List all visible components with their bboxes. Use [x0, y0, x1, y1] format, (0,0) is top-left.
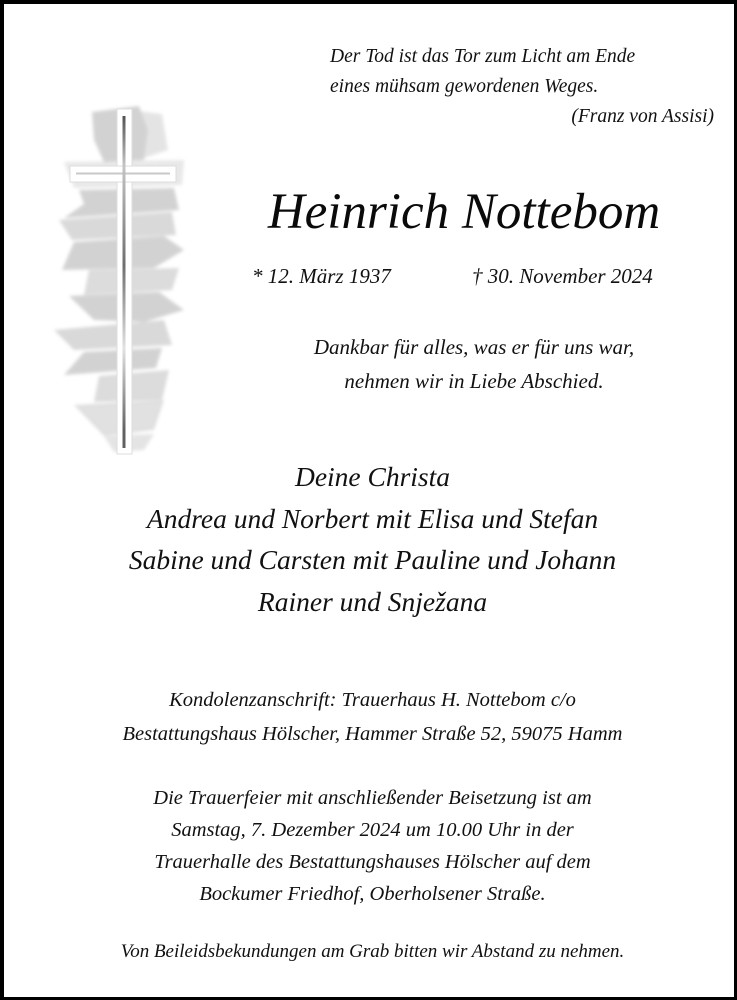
mourner-line: Deine Christa	[294, 461, 451, 492]
mourner-line: Rainer und Snježana	[257, 585, 488, 617]
service-line: Samstag, 7. Dezember 2024 um 10.00 Uhr in der	[171, 819, 574, 841]
memorial-quote	[330, 42, 730, 132]
funeral-service-info	[24, 782, 721, 910]
mourners-list	[24, 456, 721, 622]
address-line: Kondolenzanschrift: Trauerhaus H. Nottebom c/o	[169, 689, 576, 711]
quote-author: (Franz von Assisi)	[571, 106, 714, 127]
service-line: Trauerhalle des Bestattungshauses Hölscher auf dem	[154, 851, 591, 873]
birth-date: * 12. März 1937	[252, 264, 391, 288]
cross-icon	[44, 100, 224, 470]
condolence-address	[24, 683, 721, 751]
address-line: Bestattungshaus Hölscher, Hammer Straße 52, 59075 Hamm	[122, 723, 623, 745]
quote-line: Der Tod ist das Tor zum Licht am Ende	[330, 46, 636, 67]
quote-line: eines mühsam gewordenen Weges.	[330, 76, 599, 97]
deceased-name: Heinrich Nottebom	[267, 184, 661, 240]
service-line: Die Trauerfeier mit anschließender Beisetzung ist am	[153, 787, 592, 809]
gratitude-line: nehmen wir in Liebe Abschied.	[344, 369, 604, 393]
mourner-line: Andrea und Norbert mit Elisa und Stefan	[146, 502, 599, 534]
footer-note: Von Beileidsbekundungen am Grab bitten wir Abstand zu nehmen.	[120, 941, 625, 962]
mourner-line: Sabine und Carsten mit Pauline und Johann	[128, 544, 617, 575]
death-date: † 30. November 2024	[472, 264, 653, 288]
gratitude-text	[244, 330, 704, 398]
service-line: Bockumer Friedhof, Oberholsener Straße.	[199, 883, 546, 905]
gratitude-line: Dankbar für alles, was er für uns war,	[313, 335, 635, 359]
